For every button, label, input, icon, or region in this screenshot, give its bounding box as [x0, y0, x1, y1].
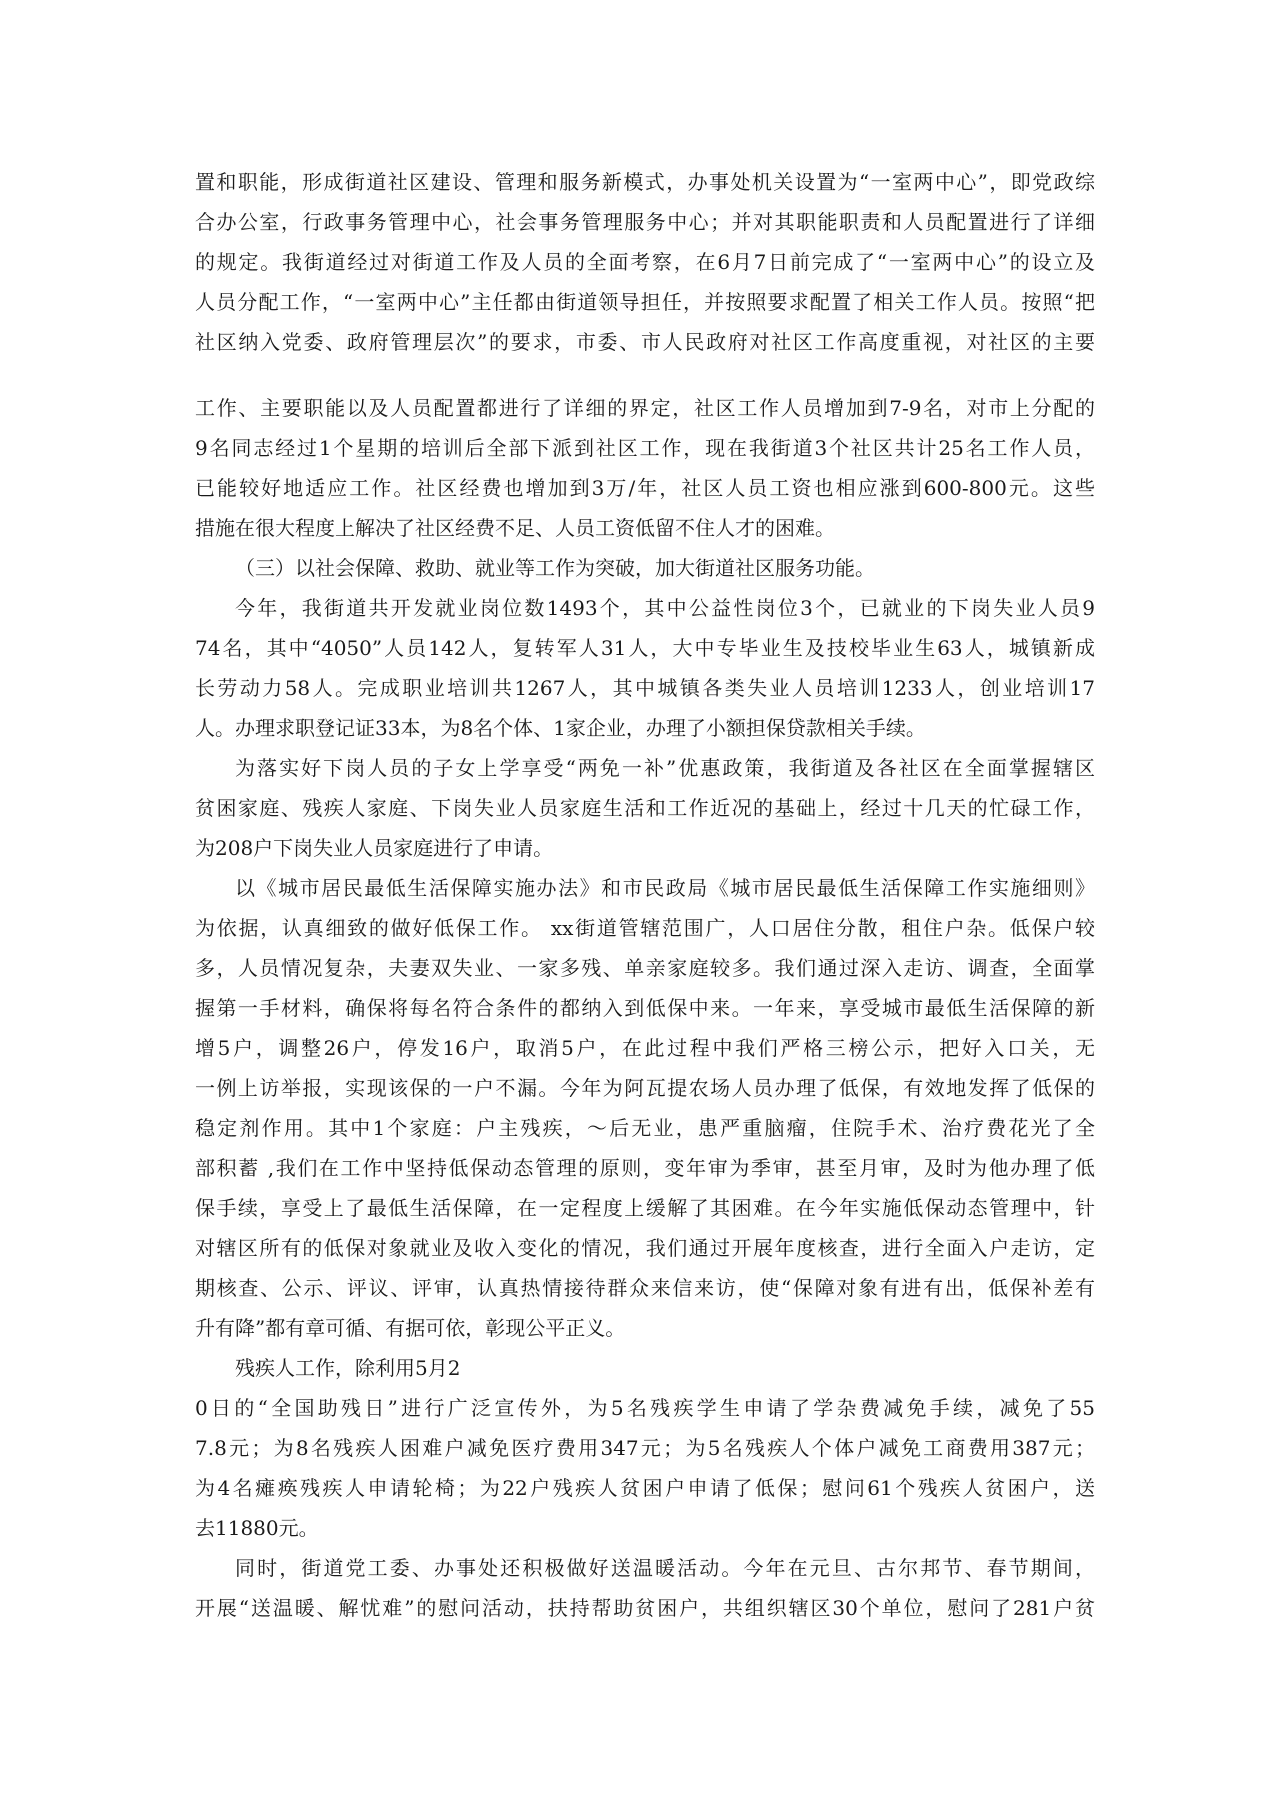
text-line: 部积蓄 ,我们在工作中坚持低保动态管理的原则，变年审为季审，甚至月审，及时为他办理了低	[195, 1156, 1095, 1180]
text-line: 一例上访举报，实现该保的一户不漏。今年为阿瓦提农场人员办理了低保，有效地发挥了低保的	[195, 1076, 1095, 1100]
text-line: 0日的“全国助残日”进行广泛宣传外，为5名残疾学生申请了学杂费减免手续，减免了55	[195, 1396, 1095, 1420]
text-line: 保手续，享受上了最低生活保障，在一定程度上缓解了其困难。在今年实施低保动态管理中，针	[195, 1196, 1095, 1220]
text-line: 稳定剂作用。其中1个家庭：户主残疾，～后无业，患严重脑瘤，住院手术、治疗费花光了全	[195, 1116, 1095, 1140]
text-line: 为落实好下岗人员的子女上学享受“两免一补”优惠政策，我街道及各社区在全面掌握辖区	[235, 756, 1095, 780]
text-line: 升有降”都有章可循、有据可依，彰现公平正义。	[195, 1316, 626, 1340]
text-line: 对辖区所有的低保对象就业及收入变化的情况，我们通过开展年度核查，进行全面入户走访，定	[195, 1236, 1095, 1260]
text-line: 握第一手材料，确保将每名符合条件的都纳入到低保中来。一年来，享受城市最低生活保障的新	[195, 996, 1095, 1020]
text-line: 9名同志经过1个星期的培训后全部下派到社区工作，现在我街道3个社区共计25名工作人员，	[195, 436, 1095, 460]
section-heading: （三）以社会保障、救助、就业等工作为突破，加大街道社区服务功能。	[235, 556, 875, 580]
text-line: 去11880元。	[195, 1516, 319, 1540]
text-line: 以《城市居民最低生活保障实施办法》和市民政局《城市居民最低生活保障工作实施细则》	[235, 876, 1095, 900]
text-line: 置和职能，形成街道社区建设、管理和服务新模式，办事处机关设置为“一室两中心”，即党政综	[195, 170, 1095, 194]
text-line: 多，人员情况复杂，夫妻双失业、一家多残、单亲家庭较多。我们通过深入走访、调查，全面掌	[195, 956, 1095, 980]
text-line: 为依据，认真细致的做好低保工作。 xx街道管辖范围广，人口居住分散，租住户杂。低保户较	[195, 916, 1095, 940]
text-line: 人。办理求职登记证33本，为8名个体、1家企业，办理了小额担保贷款相关手续。	[195, 716, 926, 740]
text-line: 的规定。我街道经过对街道工作及人员的全面考察，在6月7日前完成了“一室两中心”的设立及	[195, 250, 1095, 274]
text-line: 开展“送温暖、解忧难”的慰问活动，扶持帮助贫困户，共组织辖区30个单位，慰问了281户贫	[195, 1596, 1095, 1620]
text-line: 74名，其中“4050”人员142人，复转军人31人，大中专毕业生及技校毕业生63人，城镇新成	[195, 636, 1095, 660]
text-line: 7.8元；为8名残疾人困难户减免医疗费用347元；为5名残疾人个体户减免工商费用387元；	[195, 1436, 1095, 1460]
text-line: 同时，街道党工委、办事处还积极做好送温暖活动。今年在元旦、古尔邦节、春节期间，	[235, 1556, 1095, 1580]
text-line: 期核查、公示、评议、评审，认真热情接待群众来信来访，使“保障对象有进有出，低保补差有	[195, 1276, 1095, 1300]
text-line: 今年，我街道共开发就业岗位数1493个，其中公益性岗位3个，已就业的下岗失业人员9	[235, 596, 1095, 620]
text-line: 措施在很大程度上解决了社区经费不足、人员工资低留不住人才的困难。	[195, 516, 835, 540]
text-line: 贫困家庭、残疾人家庭、下岗失业人员家庭生活和工作近况的基础上，经过十几天的忙碌工作，	[195, 796, 1095, 820]
text-line: 增5户，调整26户，停发16户，取消5户，在此过程中我们严格三榜公示，把好入口关，无	[195, 1036, 1095, 1060]
text-line: 合办公室，行政事务管理中心，社会事务管理服务中心；并对其职能职责和人员配置进行了详细	[195, 210, 1095, 234]
text-line: 工作、主要职能以及人员配置都进行了详细的界定，社区工作人员增加到7-9名，对市上分配的	[195, 396, 1095, 420]
text-line: 人员分配工作，“一室两中心”主任都由街道领导担任，并按照要求配置了相关工作人员。按照“把	[195, 290, 1095, 314]
text-line: 已能较好地适应工作。社区经费也增加到3万/年，社区人员工资也相应涨到600-800元。这些	[195, 476, 1095, 500]
text-line: 长劳动力58人。完成职业培训共1267人，其中城镇各类失业人员培训1233人，创业培训17	[195, 676, 1095, 700]
document-body	[195, 162, 1095, 1628]
text-line: 为208户下岗失业人员家庭进行了申请。	[195, 836, 554, 860]
text-line: 残疾人工作，除利用5月2	[235, 1356, 461, 1380]
text-line: 为4名瘫痪残疾人申请轮椅；为22户残疾人贫困户申请了低保；慰问61个残疾人贫困户，送	[195, 1476, 1095, 1500]
text-line: 社区纳入党委、政府管理层次”的要求，市委、市人民政府对社区工作高度重视，对社区的主要	[195, 330, 1095, 354]
